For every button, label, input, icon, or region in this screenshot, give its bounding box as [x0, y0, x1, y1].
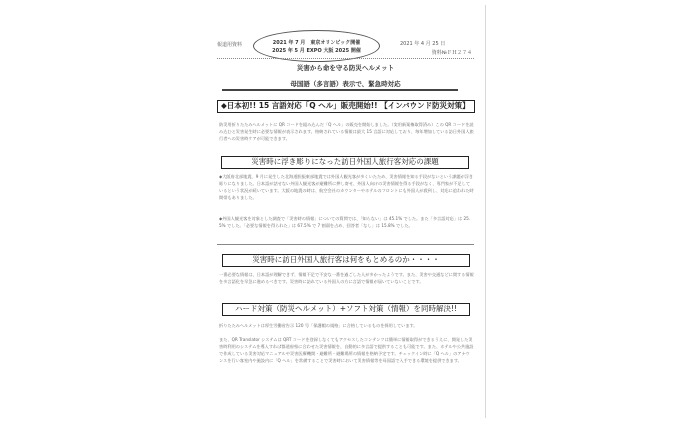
sub-title: 母国語（多言語）表示で、緊急時対応	[290, 80, 401, 88]
section-heading-needs: 災害時に訪日外国人旅行客は何をもとめるのか・・・・	[222, 254, 470, 267]
section-heading-issues: 災害時に浮き彫りになった訪日外国人旅行客対応の課題	[221, 156, 469, 169]
section-heading-launch: ◆日本初!! 15 言語対応「Q ヘル」販売開始!! 【インバウンド防災対策】	[217, 100, 475, 113]
section-paragraph: 折りたたみヘルメットは厚生労働省告示 120 号「保護帽の規格」に合格しているものを採用しています。	[219, 323, 418, 328]
section-divider	[217, 244, 474, 245]
document-date: 2021 年 4 月 25 日	[400, 41, 446, 47]
title-rule	[222, 89, 458, 91]
section-paragraph: ◆大阪府北部地震、9 月に発生した北海道胆振東部地震では外国人観光客が多くいたため、災害情報を知る手段がないという課題が浮き彫りになりました。日本語が話せない外国人観光客が避難所に押し寄せ、外国人向けの災害情報を得る手段がなく、専門家が不足しているという状況が続いています。大阪の地震の時は、航空会社のカウンターやホテルのフロントにも外国人が殺到し、対応に追われた時間帯もありました。	[219, 174, 474, 200]
section-paragraph: 一番必要な情報は、日本語が理解できず、情報不足で不安な一番を過ごした人が多かったようです。また、災害や交通などに関する情報を多言語化を早急に進めるべきです。災害時に訪れている外国人の方に言語で情報が届いていないことです。	[219, 272, 474, 284]
ellipse-line-expo: 2025 年 5 月 EXPO 大阪 2025 開催	[272, 48, 361, 54]
header-dotted-divider	[217, 58, 474, 59]
ellipse-line-olympics: 2021 年 7 月 東京オリンピック開催	[272, 40, 361, 46]
section-paragraph: ◆外国人観光客を対象とした調査で「災害時の情報」についての質問では、「知らない」は 45.1% でした。また「多言語対応」は 25.5% でした。「必要な情報を得られた」は 67.5% で 7 割弱を占め、回答者「なし」は 15.8% でした。	[219, 216, 471, 228]
main-title: 災害から命を守る防災ヘルメット	[296, 64, 395, 72]
page-edge-divider	[485, 5, 486, 418]
press-release-label: 報道用資料	[217, 42, 243, 48]
document-number: 資料№ＦＨ２７４	[431, 50, 472, 56]
section-paragraph: 防災用折りたたみヘルメットに QR コードを組み込んだ「Q ヘル」の販売を開始しました。（実用新案権取得済み）この QR コードを読み込むと災害発生時に必要な情報が表示されます。格納されている情報は最大 15 言語に対応しており、毎年増加している訪日外国人旅行者への災害時ケアが可能できます。	[219, 122, 474, 141]
section-heading-solution: ハード対策（防災ヘルメット）+ソフト対策（情報）を同時解決!!	[222, 303, 470, 316]
section-paragraph: また、QR Translator システムは QRT コードを登録しなくてもアクセスしたコンテンツは簡単に情報取得ができるうえに、開発した災害時利用のシステムを導入すれば都道府県に合わせた災害情報を、自動的に多言語で提供することも可能です。また、ホテルや公共施設で作成している災害対応マニュアルや災害医療機関・避難所・避難場所の情報を格納予定です。チェックイン時に「Q ヘル」のアナウンスを行い客室内や施設内に「Q ヘル」を常備することで災害時において災害情報等を母国語で入手できる環境を提供できます。	[219, 337, 474, 363]
